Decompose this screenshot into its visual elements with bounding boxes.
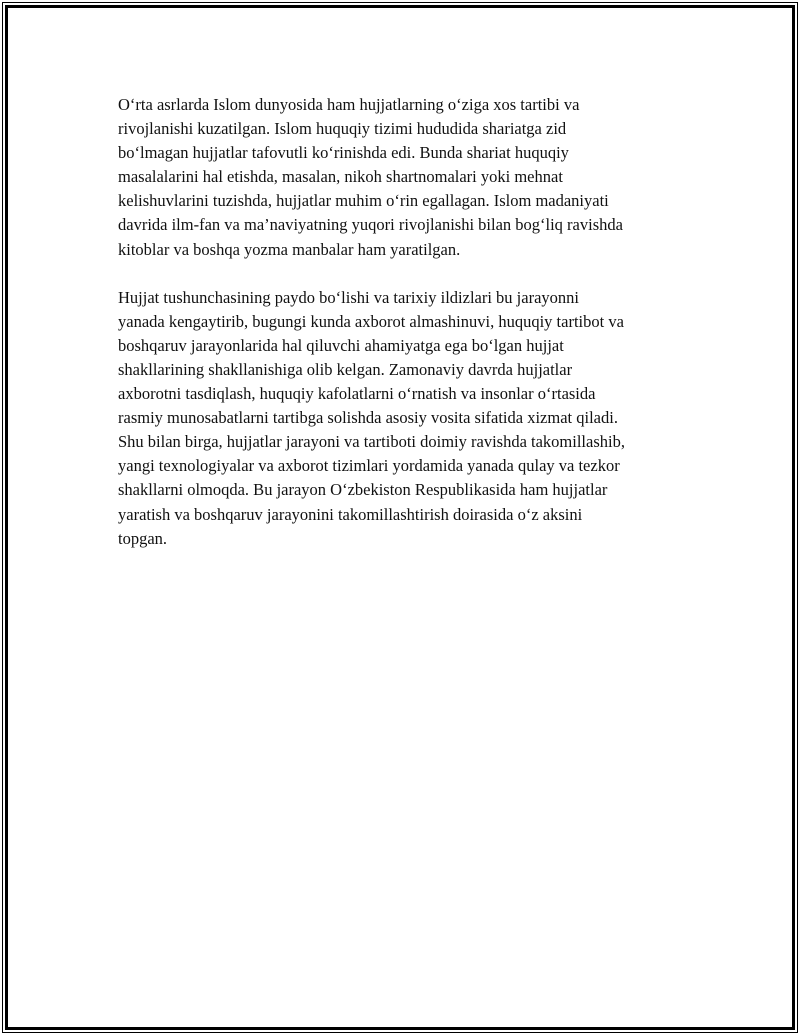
body-text [118, 93, 690, 551]
paragraph-1: O‘rta asrlarda Islom dunyosida ham hujjatlarning o‘ziga xos tartibi va rivojlanishi kuzatilgan. Islom huquqiy tizimi hududida shariatga zid bo‘lmagan hujjatlar tafovutli ko‘rinishda edi. Bunda shariat huquqiy masalalarini hal etishda, masalan, nikoh shartnomalari yoki mehnat kelishuvlarini tuzishda, hujjatlar muhim o‘rin egallagan. Islom madaniyati davrida ilm-fan va ma’naviyatning yuqori rivojlanishi bilan bog‘liq ravishda kitoblar va boshqa yozma manbalar ham yaratilgan. [118, 95, 623, 259]
paragraph-2: Hujjat tushunchasining paydo bo‘lishi va tarixiy ildizlari bu jarayonni yanada kengaytirib, bugungi kunda axborot almashinuvi, huquqiy tartibot va boshqaruv jarayonlarida hal qiluvchi ahamiyatga ega bo‘lgan hujjat shakllarining shakllanishiga olib kelgan. Zamonaviy davrda hujjatlar axborotni tasdiqlash, huquqiy kafolatlarni o‘rnatish va insonlar o‘rtasida rasmiy munosabatlarni tartibga solishda asosiy vosita sifatida xizmat qiladi. Shu bilan birga, hujjatlar jarayoni va tartiboti doimiy ravishda takomillashib, yangi texnologiyalar va axborot tizimlari yordamida yanada qulay va tezkor shakllarni olmoqda. Bu jarayon O‘zbekiston Respublikasida ham hujjatlar yaratish va boshqaruv jarayonini takomillashtirish doirasida o‘z aksini topgan. [118, 287, 625, 548]
